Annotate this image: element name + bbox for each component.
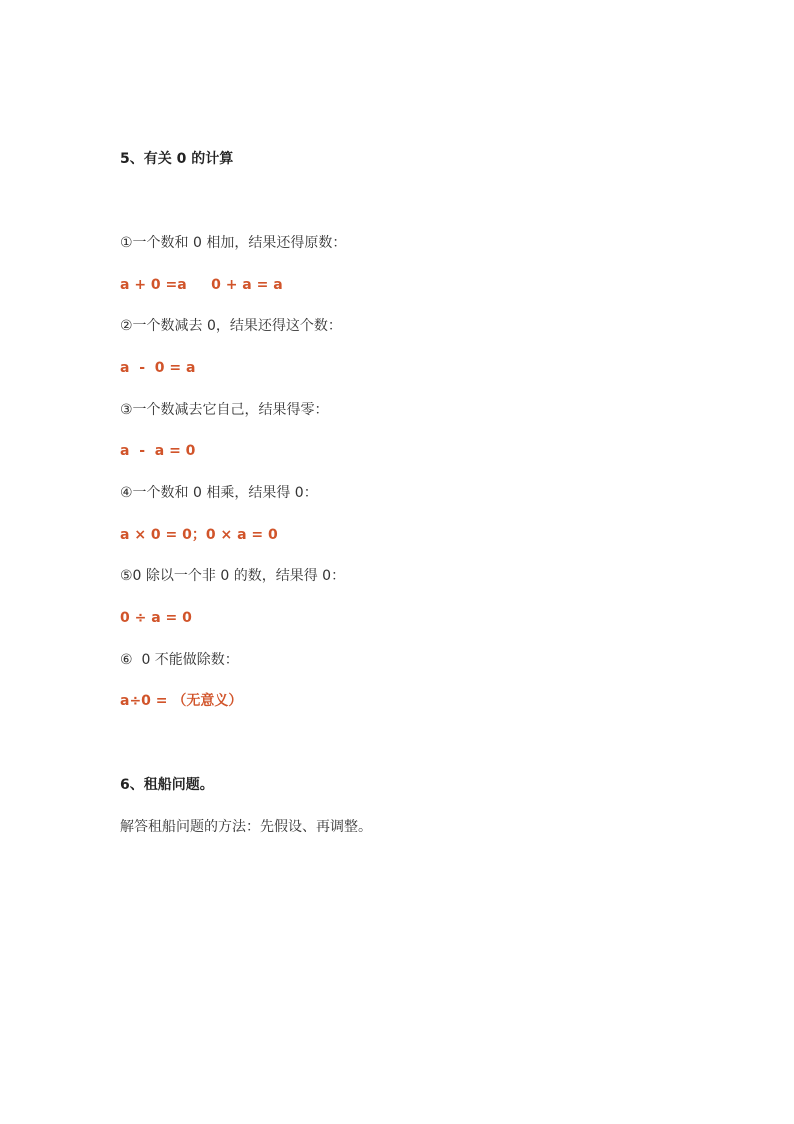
rule-2-formula: a - 0 = a: [120, 360, 196, 376]
rule-4-text: ④一个数和 0 相乘，结果得 0：: [120, 485, 318, 501]
rule-1-text: ①一个数和 0 相加，结果还得原数：: [120, 235, 347, 251]
section-6-text: 解答租船问题的方法：先假设、再调整。: [120, 819, 372, 835]
rule-5-formula: 0 ÷ a = 0: [120, 610, 192, 626]
section-5-heading: 5、有关 0 的计算: [120, 151, 234, 167]
rule-6-text: ⑥ 0 不能做除数：: [120, 652, 239, 668]
rule-3-formula: a - a = 0: [120, 443, 196, 459]
section-6-heading: 6、租船问题。: [120, 777, 214, 793]
rule-2-text: ②一个数减去 0，结果还得这个数：: [120, 318, 342, 334]
rule-3-text: ③一个数减去它自己，结果得零：: [120, 402, 329, 418]
rule-1-formula: a + 0 =a 0 + a = a: [120, 277, 283, 293]
rule-4-formula: a × 0 = 0；0 × a = 0: [120, 527, 278, 543]
rule-6-formula: a÷0 = （无意义）: [120, 693, 243, 709]
rule-5-text: ⑤0 除以一个非 0 的数，结果得 0：: [120, 568, 346, 584]
